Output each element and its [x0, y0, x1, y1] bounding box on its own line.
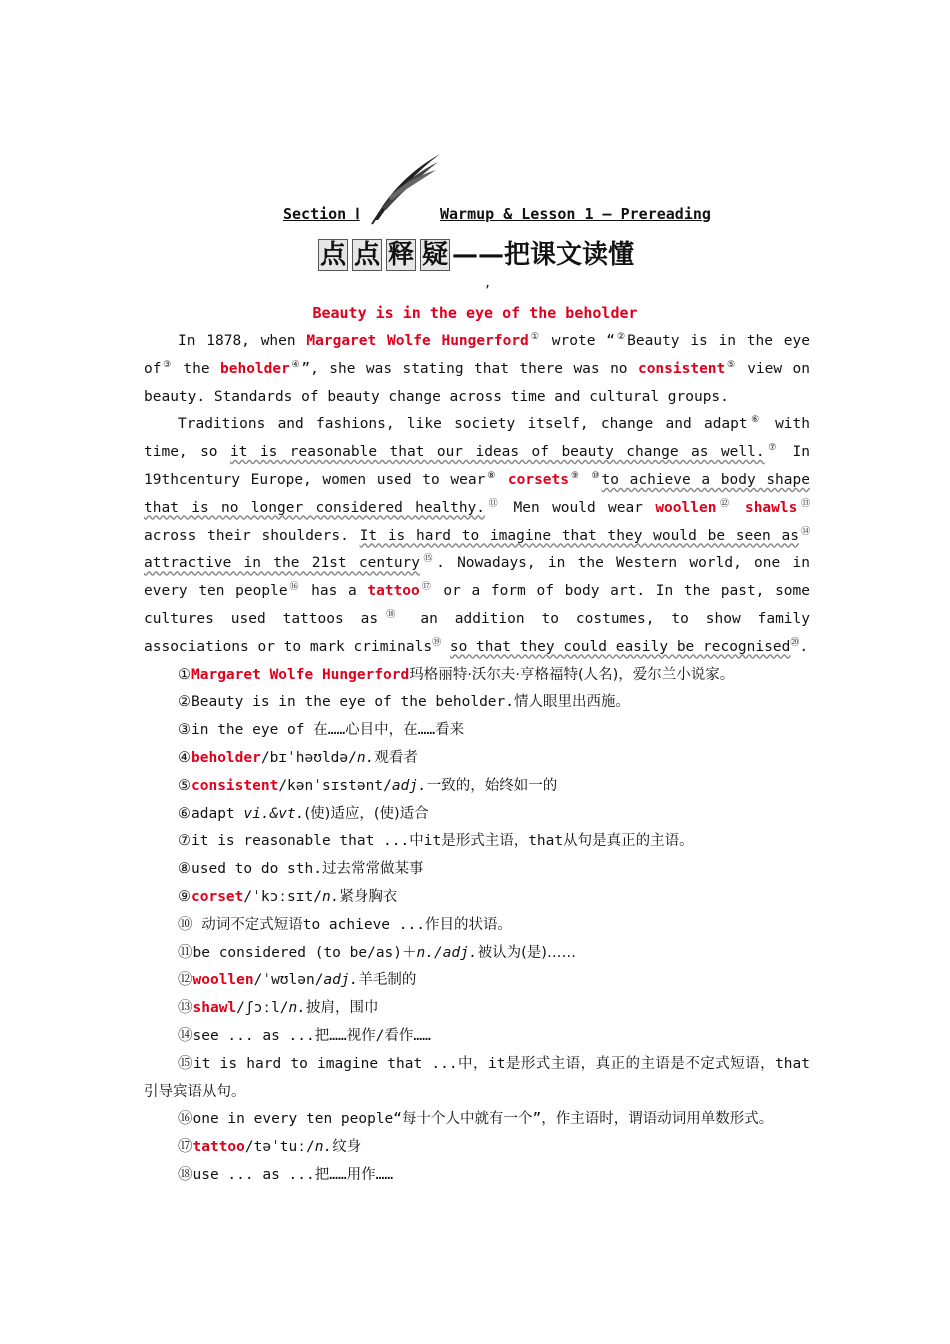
- note-6: ⑥adapt vi.&vt.(使)适应，(使)适合: [178, 805, 429, 822]
- note-10: ⑩ 动词不定式短语to achieve ...作目的状语。: [178, 916, 512, 933]
- note-5: ⑤consistent/kənˈsɪstənt/adj.一致的，始终如一的: [178, 777, 558, 794]
- banner-heading: [0, 234, 950, 271]
- keyword: beholder: [220, 360, 290, 377]
- keyword: corsets: [507, 471, 569, 488]
- note-13: ⑬shawl/ʃɔːl/n.披肩，围巾: [178, 1000, 379, 1017]
- section-label: Section Ⅰ: [283, 205, 360, 223]
- note-8: ⑧used to do sth.过去常常做某事: [178, 861, 424, 878]
- note-18: ⑱use ... as ...把……用作……: [178, 1166, 394, 1183]
- note-17: ⑰tattoo/təˈtuː/n.纹身: [178, 1139, 362, 1156]
- note-11: ⑪be considered (to be/as)＋n./adj.被认为(是)……: [178, 944, 576, 961]
- underlined-phrase: to achieve a body shape that is no longer considered healthy.: [144, 471, 810, 516]
- note-15: ⑮it is hard to imagine that ...中，it是形式主语，真正的主语是不定式短语，that引导宾语从句。: [144, 1055, 811, 1100]
- keyword: consistent: [637, 360, 726, 377]
- banner-boxed-char: 疑: [422, 240, 449, 270]
- banner-boxed-char: 点: [319, 240, 346, 270]
- note-1: ①Margaret Wolfe Hungerford玛格丽特·沃尔夫·亨格福特(人名)，爱尔兰小说家。: [178, 666, 735, 683]
- keyword: tattoo: [367, 583, 420, 600]
- note-3: ③in the eye of 在……心目中，在……看来: [178, 722, 465, 739]
- passage-title: Beauty is in the eye of the beholder: [312, 304, 638, 322]
- keyword: woollen: [655, 499, 717, 516]
- underlined-phrase: It is hard to imagine that they would be seen as: [359, 527, 799, 544]
- underlined-phrase: so that they could easily be recognised: [449, 638, 791, 655]
- paragraph-1: In 1878, when Margaret Wolfe Hungerford① wrote “②Beauty is in the eye of③ the beholder④”, she was stating that there was no consistent⑤ view on beauty. Standards of beauty change across time and cultural groups.: [144, 332, 811, 405]
- underlined-phrase: attractive in the 21st century: [144, 555, 421, 572]
- banner-boxed-char: 点: [353, 240, 380, 270]
- underlined-phrase: it is reasonable that our ideas of beauty change as well.: [229, 444, 765, 461]
- keyword: Margaret Wolfe Hungerford: [306, 333, 529, 349]
- note-7: ⑦it is reasonable that ...中it是形式主语，that从句是真正的主语。: [178, 833, 694, 850]
- note-2: ②Beauty is in the eye of the beholder.情人眼里出西施。: [178, 694, 630, 711]
- note-9: ⑨corset/ˈkɔːsɪt/n.紧身胸衣: [178, 888, 398, 905]
- banner-boxed-char: 释: [387, 240, 414, 270]
- note-14: ⑭see ... as ...把……视作/看作……: [178, 1027, 431, 1044]
- paragraph-2: Traditions and fashions, like society itself, change and adapt⑥ with time, so it is reasonable that our ideas of beauty change as well.⑦ In 19thcentury Europe, women used to wear⑧ corsets⑨ ⑩to achieve a body shape that is no longer considered healthy.⑪ Men would wear woollen⑫ shawls⑬ across their shoulders. It is hard to imagine that they would be seen as⑭ attractive in the 21st century⑮. Nowadays, in the Western world, one in every ten people⑯ has a tattoo⑰ or a form of body art. In the past, some cultures used tattoos as⑱ an addition to costumes, to show family associations or to mark criminals⑲ so that they could easily be recognised⑳.: [144, 415, 810, 655]
- section-title: [283, 205, 713, 227]
- content-body: [144, 328, 810, 1190]
- keyword: shawls: [744, 499, 798, 516]
- note-16: ⑯one in every ten people“每十个人中就有一个”，作主语时，谓语动词用单数形式。: [178, 1111, 774, 1128]
- stray-mark: ,: [484, 276, 492, 290]
- banner-subtitle: ——把课文读懂: [452, 240, 635, 270]
- note-12: ⑫woollen/ˈwʊlən/adj.羊毛制的: [178, 972, 417, 989]
- note-4: ④beholder/bɪˈhəʊldə/n.观看者: [178, 749, 418, 766]
- lesson-label: Warmup & Lesson 1 — Prereading: [440, 205, 711, 223]
